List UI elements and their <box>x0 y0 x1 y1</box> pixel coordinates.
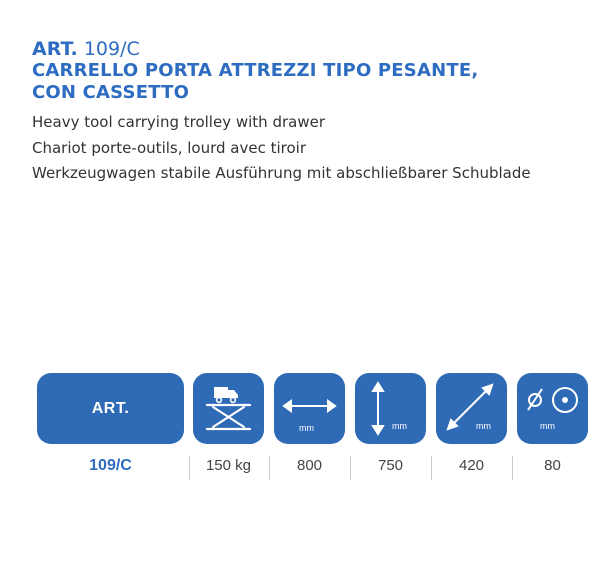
divider <box>350 456 351 480</box>
spec-table <box>37 373 597 493</box>
value-width: 800 <box>296 457 323 474</box>
product-title-line1: CARRELLO PORTA ATTREZZI TIPO PESANTE, <box>32 60 479 81</box>
divider <box>269 456 270 480</box>
article-number: 109/C <box>83 38 140 60</box>
product-title-line2: CON CASSETTO <box>32 82 190 103</box>
divider <box>512 456 513 480</box>
wheel-diameter-unit: mm <box>540 421 555 431</box>
descriptions <box>32 110 592 187</box>
diagonal-box <box>436 373 507 444</box>
width-icon <box>274 373 345 444</box>
value-height: 750 <box>377 457 404 474</box>
wheel-diameter-icon <box>517 373 588 444</box>
wheel-diameter-box <box>517 373 588 444</box>
height-box <box>355 373 426 444</box>
description-german: Werkzeugwagen stabile Ausführung mit abschließbarer Schublade <box>32 164 531 182</box>
value-diagonal: 420 <box>458 457 485 474</box>
load-capacity-icon <box>193 373 264 444</box>
article-line <box>32 38 592 60</box>
description-french: Chariot porte-outils, lourd avec tiroir <box>32 138 307 157</box>
width-box <box>274 373 345 444</box>
diagonal-unit: mm <box>476 421 491 431</box>
value-article: 109/C <box>89 457 132 474</box>
spec-values-row <box>37 456 597 478</box>
load-capacity-box <box>193 373 264 444</box>
diagonal-icon <box>436 373 507 444</box>
value-capacity: 150 kg <box>205 457 252 474</box>
divider <box>189 456 190 480</box>
width-unit: mm <box>299 423 314 433</box>
article-column-header <box>37 373 184 444</box>
article-column-label: ART. <box>91 399 130 417</box>
divider <box>431 456 432 480</box>
value-wheel: 80 <box>544 457 561 474</box>
product-header <box>32 38 592 187</box>
description-english: Heavy tool carrying trolley with drawer <box>32 113 325 131</box>
height-unit: mm <box>392 421 407 431</box>
article-label: ART. <box>32 38 78 60</box>
height-icon <box>355 373 426 444</box>
